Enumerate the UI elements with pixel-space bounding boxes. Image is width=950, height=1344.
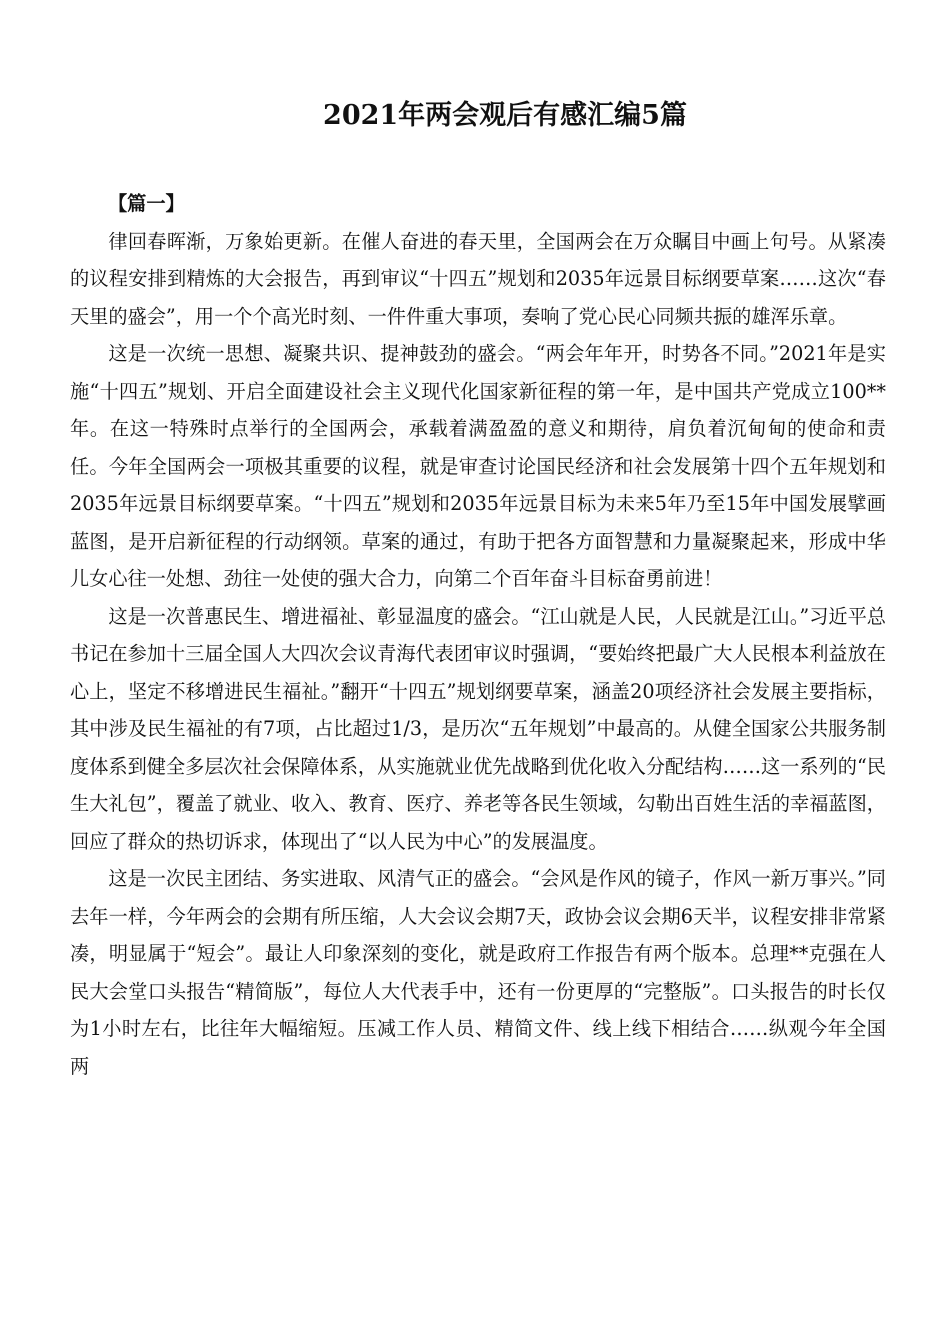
paragraph-1: 律回春晖渐，万象始更新。在催人奋进的春天里，全国两会在万众瞩目中画上句号。从紧凑的议程安排到精炼的大会报告，再到审议“十四五”规划和2035年远景目标纲要草案……这次“春天里的盛会”，用一个个高光时刻、一件件重大事项，奏响了党心民心同频共振的雄浑乐章。 — [70, 229, 886, 328]
document-title: 2021年两会观后有感汇编5篇 — [323, 100, 687, 131]
section-heading: 【篇一】 — [108, 192, 185, 215]
document-body — [70, 185, 886, 1085]
paragraph-3: 这是一次普惠民生、增进福祉、彰显温度的盛会。“江山就是人民，人民就是江山。”习近平总书记在参加十三届全国人大四次会议青海代表团审议时强调，“要始终把最广大人民根本利益放在心上，坚定不移增进民生福祉。”翻开“十四五”规划纲要草案，涵盖20项经济社会发展主要指标，其中涉及民生福祉的有7项，占比超过1/3，是历次“五年规划”中最高的。从健全国家公共服务制度体系到健全多层次社会保障体系，从实施就业优先战略到优化收入分配结构……这一系列的“民生大礼包”，覆盖了就业、收入、教育、医疗、养老等各民生领域，勾勒出百姓生活的幸福蓝图，回应了群众的热切诉求，体现出了“以人民为中心”的发展温度。 — [70, 604, 886, 853]
paragraph-4: 这是一次民主团结、务实进取、风清气正的盛会。“会风是作风的镜子，作风一新万事兴。”同去年一样，今年两会的会期有所压缩，人大会议会期7天，政协会议会期6天半，议程安排非常紧凑，明显属于“短会”。最让人印象深刻的变化，就是政府工作报告有两个版本。总理**克强在人民大会堂口头报告“精简版”，每位人大代表手中，还有一份更厚的“完整版”。口头报告的时长仅为1小时左右，比往年大幅缩短。压减工作人员、精简文件、线上线下相结合……纵观今年全国两 — [70, 867, 886, 1078]
paragraph-2: 这是一次统一思想、凝聚共识、提神鼓劲的盛会。“两会年年开，时势各不同。”2021年是实施“十四五”规划、开启全面建设社会主义现代化国家新征程的第一年，是中国共产党成立100**年。在这一特殊时点举行的全国两会，承载着满盈盈的意义和期待，肩负着沉甸甸的使命和责任。今年全国两会一项极其重要的议程，就是审查讨论国民经济和社会发展第十四个五年规划和2035年远景目标纲要草案。“十四五”规划和2035年远景目标为未来5年乃至15年中国发展擘画蓝图，是开启新征程的行动纲领。草案的通过，有助于把各方面智慧和力量凝聚起来，形成中华儿女心往一处想、劲往一处使的强大合力，向第二个百年奋斗目标奋勇前进！ — [70, 342, 886, 590]
